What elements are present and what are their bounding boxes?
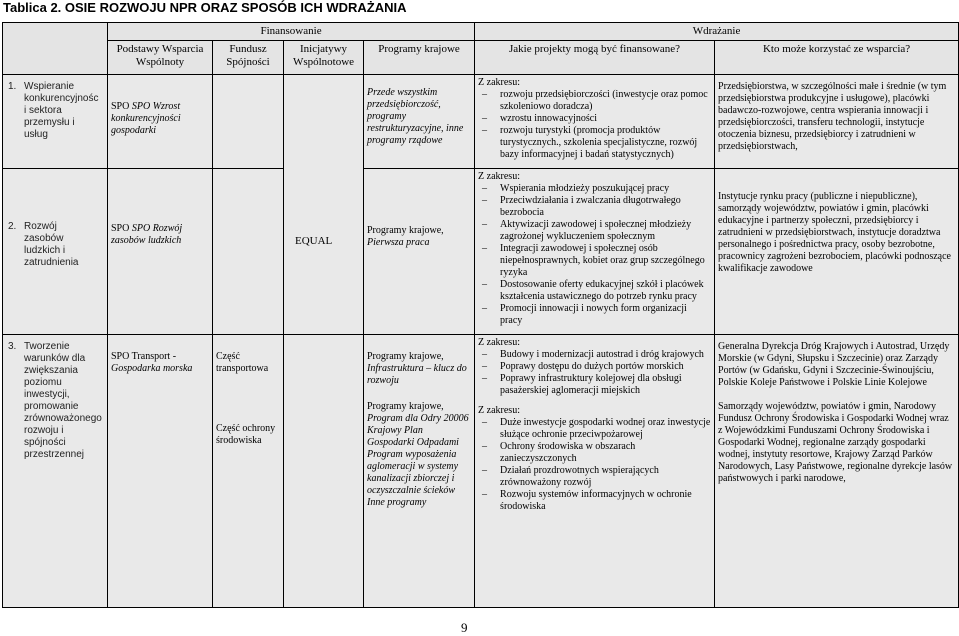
list-item: – rozwoju przedsiębiorczości (inwestycje oraz pomoc szkoleniowo doradcza) [478,89,711,113]
spo-cell [108,335,213,608]
who-ochrona: Samorządy województw, powiatów i gmin, Narodowy Fundusz Ochrony Środowiska i Gospodarki Wodnej wraz z Wojewódzkimi Funduszami Ochrony Środowiska i Gospodarki Wodnej, regionalne zarządy gospodarki wodnej, instytuty resortowe, Krajowy Zarząd Parków Narodowych, Lasy Państwowe, regionalne dyrekcje lasów państwowych i parki narodowe, [718,401,953,484]
krajowe-t2: Infrastruktura – klucz do rozwoju [367,363,467,386]
spo-text: SPO SPO Wzrost konkurencyjności gospodarki [111,101,181,136]
list-item: – Działań prozdrowotnych wspierających zrównoważony rozwój [478,465,711,489]
who-text: Przedsiębiorstwa, w szczególności małe i średnie (w tym przedsiębiorstwa produkcyjne i usługowe), placówki badawczo-rozwojowe, centra wspierania innowacji i przedsiębiorczości, transferu technologii, instytucje otoczenia biznesu, przedsiębiorcy i zatrudnieni w przedsiębiorstwach, [718,81,947,152]
axis-number: 1. [8,81,17,92]
fs-transport: Część transportowa [216,351,269,374]
inicjatywy-cell [284,75,364,335]
fs-ochrona: Część ochrony środowiska [216,423,276,446]
axis-2-cell [3,169,108,335]
header-podstawy: Podstawy Wsparcia Wspólnoty [108,41,213,75]
fs-cell [213,169,284,335]
spo-name: SPO Rozwój zasobów ludzkich [111,223,183,246]
spo-transport: SPO Transport - [111,351,177,362]
krajowe-e2: Program dla Odry 20006 [367,413,469,424]
krajowe-text: Programy krajowe, [367,225,444,236]
projects-cell [475,169,715,335]
krajowe-program: Pierwsza praca [367,237,430,248]
equal-label: EQUAL [295,235,333,247]
zakresu-label: Z zakresu: [478,405,520,416]
who-cell [715,169,959,335]
list-item: – Poprawy infrastruktury kolejowej dla obsługi pasażerskiej aglomeracji miejskich [478,373,711,397]
list-item: – wzrostu innowacyjności [478,113,711,125]
axis-1-cell [3,75,108,169]
krajowe-text: Przede wszystkim przedsiębiorczość, programy restrukturyzacyjne, inne programy rządowe [367,87,464,146]
header-finansowanie: Finansowanie [108,23,475,41]
list-item: – rozwoju turystyki (promocja produktów turystycznych., szkolenia specjalistyczne, rozwój bazy informacyjnej i badań statystycznych) [478,125,711,161]
who-text: Instytucje rynku pracy (publiczne i niepubliczne), samorządy województw, powiatów i gmin, placówki edukacyjne i partnerzy społeczni, przedsiębiorcy i zatrudnieni w przedsiębiorstwach, instytucje doradztwa personalnego i pośrednictwa pracy, osoby bezrobotne, pracownicy zagrożeni bezrobociem, placówki podnoszące kwalifikacje zawodowe [718,191,951,274]
list-item: – Przeciwdziałania i zwalczania długotrwałego bezrobocia [478,195,711,219]
list-item: – Promocji innowacji i nowych form organizacji pracy [478,303,711,327]
krajowe-cell [364,75,475,169]
fs-cell [213,335,284,608]
krajowe-t1: Programy krajowe, [367,351,444,362]
list-item: – Integracji zawodowej i społecznej osób niepełnosprawnych, kobiet oraz grup szczególnego ryzyka [478,243,711,279]
inicjatywy-cell [284,335,364,608]
list-item: – Poprawy dostępu do dużych portów morskich [478,361,711,373]
axis-name: Wspieranie konkurencyjnośc i sektora przemysłu i usług [24,81,99,140]
krajowe-e3: Krajowy Plan Gospodarki Odpadami [367,425,459,448]
projects-cell [475,335,715,608]
header-kto-moze: Kto może korzystać ze wsparcia? [715,41,959,75]
who-transport: Generalna Dyrekcja Dróg Krajowych i Autostrad, Urzędy Morskie (w Gdyni, Słupsku i Szczecinie) oraz Zarządy Portów (w Gdańsku, Gdyni i Szczecinie-Świnoujściu, Polskie Koleje Państwowe i Polskie Linie Kolejowe [718,341,950,388]
axis-number: 2. [8,221,17,232]
list-item: – Aktywizacji zawodowej i społecznej młodzieży zagrożonej wykluczeniem społecznym [478,219,711,243]
list-item: – Rozwoju systemów informacyjnych w ochronie środowiska [478,489,711,513]
list-item: – Duże inwestycje gospodarki wodnej oraz inwestycje służące ochronie przeciwpożarowej [478,417,711,441]
header-inicjatywy: Inicjatywy Wspólnotowe [284,41,364,75]
header-jakie-projekty: Jakie projekty mogą być finansowane? [475,41,715,75]
axis-number: 3. [8,341,17,352]
list-item: – Ochrony środowiska w obszarach zanieczyszczonych [478,441,711,465]
page-number: 9 [461,620,468,635]
header-programy-krajowe: Programy krajowe [364,41,475,75]
spo-cell: SPO SPO Rozwój zasobów ludzkich [108,169,213,335]
fs-cell [213,75,284,169]
list-item: – Wspierania młodzieży poszukującej pracy [478,183,711,195]
list-item: – Dostosowanie oferty edukacyjnej szkół i placówek kształcenia ustawicznego do potrzeb rynku pracy [478,279,711,303]
header-wdrazanie: Wdrażanie [475,23,959,41]
who-cell [715,75,959,169]
spo-cell [108,75,213,169]
krajowe-e5: Inne programy [367,497,427,508]
axis-name: Rozwój zasobów ludzkich i zatrudnienia [24,221,79,268]
who-cell [715,335,959,608]
krajowe-e1: Programy krajowe, [367,401,444,412]
zakresu-label: Z zakresu: [478,337,520,348]
corner-cell [3,23,108,75]
krajowe-cell [364,169,475,335]
krajowe-e4: Program wyposażenia aglomeracji w systemy kanalizacji zbiorczej i oczyszczalnie ścieków [367,449,459,496]
krajowe-cell [364,335,475,608]
header-fundusz: Fundusz Spójności [213,41,284,75]
spo-morska: Gospodarka morska [111,363,193,374]
list-item: – Budowy i modernizacji autostrad i dróg krajowych [478,349,711,361]
table-title: Tablica 2. OSIE ROZWOJU NPR ORAZ SPOSÓB ICH WDRAŻANIA [3,0,407,15]
zakresu-label: Z zakresu: [478,171,520,182]
axis-3-cell [3,335,108,608]
axis-name: Tworzenie warunków dla zwiększania poziomu inwestycji, promowanie zrównoważonego rozwoju i spójności przestrzennej [24,341,102,460]
projects-cell [475,75,715,169]
axes-table [2,22,959,608]
zakresu-label: Z zakresu: [478,77,520,88]
spo-name: SPO Wzrost konkurencyjności gospodarki [111,101,181,136]
